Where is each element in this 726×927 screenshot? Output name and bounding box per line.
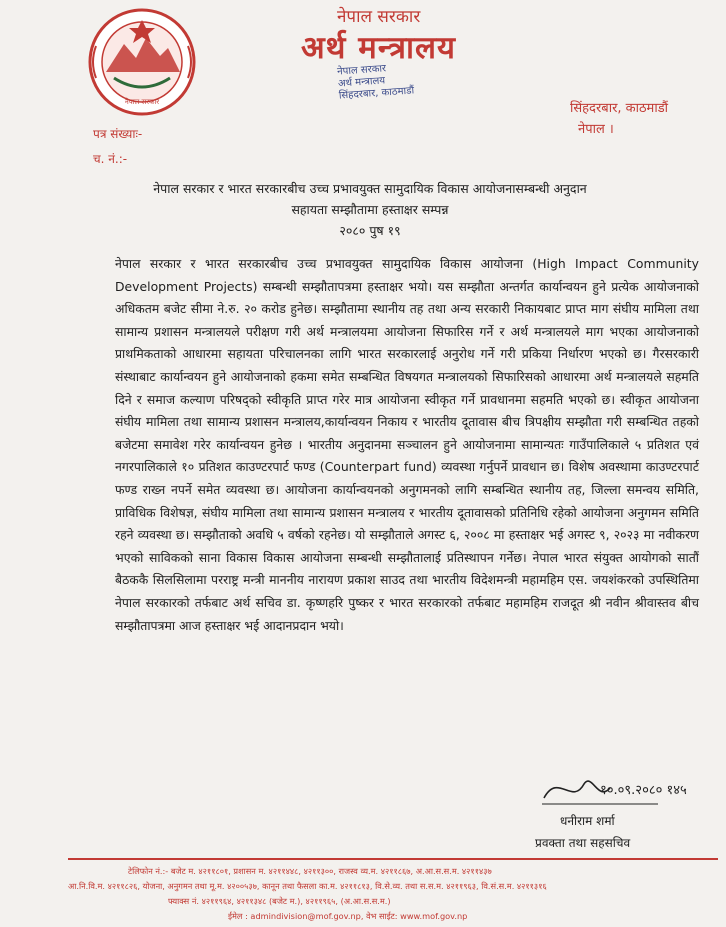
stamp-line: अर्थ मन्त्रालय	[337, 75, 386, 90]
contact-footer	[68, 864, 718, 924]
nepal-government-emblem	[84, 6, 200, 118]
ministry-address	[570, 98, 668, 140]
signer-name: धनीराम शर्मा	[560, 814, 615, 828]
signature	[538, 768, 696, 810]
ministry-name: अर्थ मन्त्रालय	[301, 30, 457, 66]
emblem-text: नेपाल सरकार	[124, 98, 160, 106]
footer-divider	[68, 858, 718, 860]
press-release-title	[115, 178, 625, 241]
dispatch-number-label: च. नं.:-	[93, 152, 128, 166]
address-line: नेपाल ।	[578, 122, 614, 137]
footer-fax: फ्याक्स नं. ४२११९६४, ४२११३४८ (बजेट म.), ४२११९६५, (अ.आ.स.स.म.)	[168, 896, 391, 906]
release-date: २०८० पुष १९	[339, 223, 401, 238]
signature-handwriting: १०.०९.२०८० १४५	[600, 783, 687, 798]
receipt-stamp	[337, 61, 415, 102]
signer-designation: प्रवक्ता तथा सहसचिव	[535, 836, 631, 850]
stamp-line: नेपाल सरकार	[336, 63, 387, 78]
footer-phones-2: आ.नि.वि.म. ४२११८२६, योजना, अनुगमन तथा मू.म. ४२००५३७, कानून तथा फैसला का.म. ४२११८१३, वि.से.व्य. तथा स.स.म. ४२११९६३, वि.सं.स.म. ४२११३१६	[68, 881, 547, 891]
stamp-line: सिंहदरबार, काठमाडौं	[338, 85, 415, 102]
address-line: सिंहदरबार, काठमाडौं	[570, 101, 669, 116]
government-name: नेपाल सरकार	[337, 7, 421, 27]
title-line: नेपाल सरकार र भारत सरकारबीच उच्च प्रभावयुक्त सामुदायिक विकास आयोजनासम्बन्धी अनुदान	[153, 181, 587, 196]
letter-number-label: पत्र संख्याः-	[93, 127, 143, 141]
footer-phones: टेलिफोन नं.:- बजेट म. ४२११८०१, प्रशासन म. ४२११४४८, ४२११३००, राजस्व व्य.म. ४२११८६७, अ.आ.स.स.म. ४२११४३७	[128, 866, 492, 876]
title-line: सहायता सम्झौतामा हस्ताक्षर सम्पन्न	[291, 202, 449, 217]
press-release-body: नेपाल सरकार र भारत सरकारबीच उच्च प्रभावयुक्त सामुदायिक विकास आयोजना (High Impact Community Development Projects) सम्बन्धी सम्झौतापत्रमा हस्ताक्षर भयो। यस सम्झौता अन्तर्गत कार्यान्वयन हुने प्रत्येक आयोजनाको अधिकतम बजेट सीमा ने.रु. २० करोड हुनेछ। सम्झौतामा स्थानीय तह तथा अन्य सरकारी निकायबाट प्राप्त माग संघीय मामिला तथा सामान्य प्रशासन मन्त्रालयले परीक्षण गरी अर्थ मन्त्रालयमा आयोजना सिफारिस गर्ने र अर्थ मन्त्रालयले माग भएका आयोजनाको प्राथमिकताको आधारमा सहायता परिचालनका लागि भारत सरकारलाई अनुरोध गर्ने गरी प्रकिया निर्धारण भएको छ। गैरसरकारी संस्थाबाट कार्यान्वयन हुने आयोजनाको हकमा समेत सम्बन्धित विषयगत मन्त्रालयको सिफारिसको आधारमा अर्थ मन्त्रालयले सहमति दिने र समाज कल्याण परिषद्को स्वीकृति प्राप्त गरेर मात्र आयोजना स्वीकृत गर्ने प्रावधानमा सहमति भएको छ। स्वीकृत आयोजना संघीय मामिला तथा सामान्य प्रशासन मन्त्रालय,कार्यान्वयन निकाय र भारतीय दूतावास बीच त्रिपक्षीय सम्झौता गरी सम्बन्धित तहको बजेटमा समावेश गरेर कार्यान्वयन हुनेछ । भारतीय अनुदानमा सञ्चालन हुने आयोजनामा सामान्यतः गाउँपालिकाले ५ प्रतिशत एवं नगरपालिकाले १० प्रतिशत काउण्टरपार्ट फण्ड (Counterpart fund) व्यवस्था गर्नुपर्ने प्रावधान छ। विशेष अवस्थामा काउण्टरपार्ट फण्ड राख्न नपर्ने समेत व्यवस्था छ। आयोजना कार्यान्वयनको अनुगमनको लागि सम्बन्धित स्थानीय तह, जिल्ला समन्वय समिति, प्राविधिक विशेषज्ञ, संघीय मामिला तथा सामान्य प्रशासन मन्त्रालय र भारतीय दूतावासको प्रतिनिधि रहेको आयोजना अनुगमन समिति रहने व्यवस्था छ। सम्झौताको अवधि ५ वर्षको रहनेछ। यो सम्झौताले अगस्ट ६, २००८ मा हस्ताक्षर भई अगस्ट ९, २०२३ मा नवीकरण भएको साविकको साना विकास विकास आयोजना सम्बन्धी सम्झौतालाई प्रतिस्थापन गर्नेछ। नेपाल भारत संयुक्त आयोगको सातौं बैठककै सिलसिलामा परराष्ट्र मन्त्री माननीय नारायण प्रकाश साउद तथा भारतीय विदेशमन्त्री महामहिम एस. जयशंकरको उपस्थितिमा नेपाल सरकारको तर्फबाट अर्थ सचिव डा. कृष्णहरि पुष्कर र भारत सरकारको तर्फबाट महामहिम राजदूत श्री नवीन श्रीवास्तव बीच सम्झौतापत्रमा आज हस्ताक्षर भई आदानप्रदान भयो।	[115, 256, 699, 633]
footer-email-web: ईमेल : admindivision@mof.gov.np, वेभ साईट: www.mof.gov.np	[228, 911, 468, 921]
